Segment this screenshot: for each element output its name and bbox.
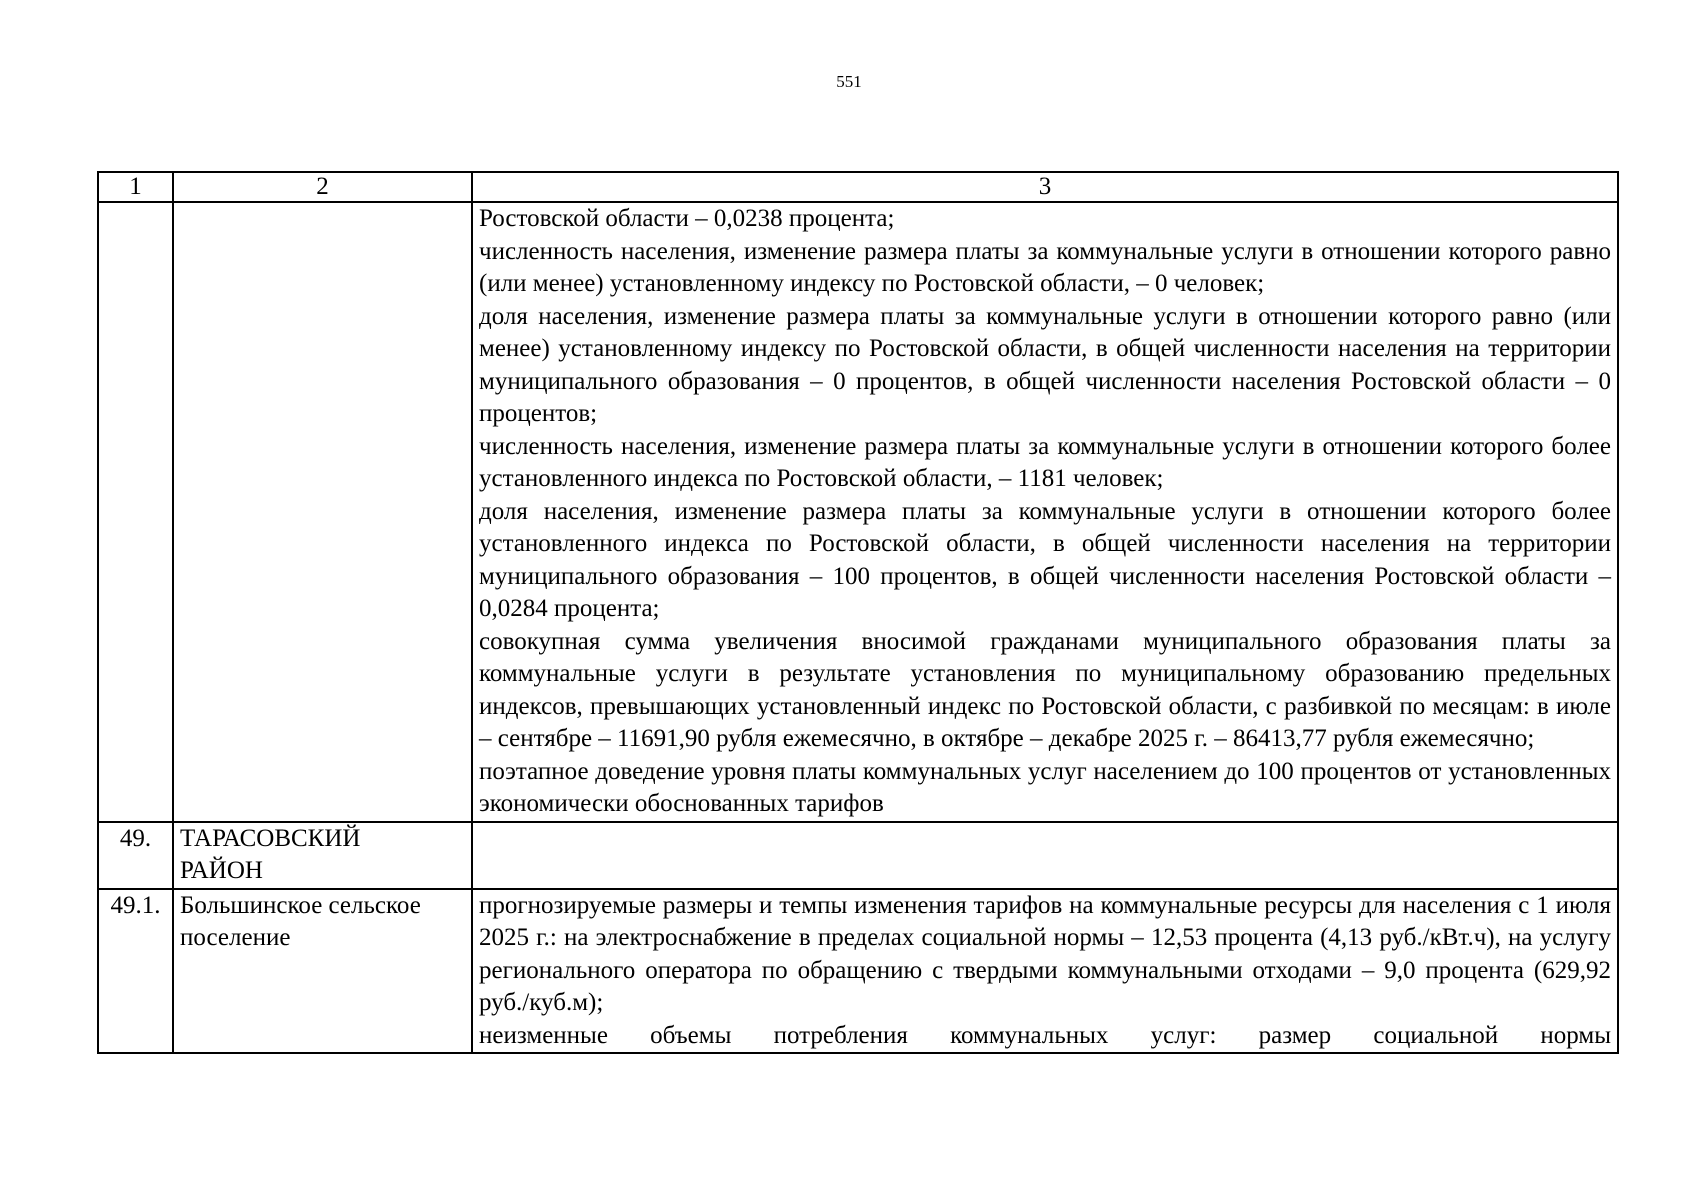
text-paragraph: неизменные объемы потребления коммунальных услуг: размер социальной нормы — [479, 1021, 1611, 1049]
row-name-cell — [173, 822, 472, 889]
row-number-cell: 49.1. — [98, 889, 173, 1054]
text-paragraph: численность населения, изменение размера платы за коммунальные услуги в отношении которого более установленного индекса по Ростовской области, – 1181 человек; — [479, 432, 1611, 492]
text-paragraph: численность населения, изменение размера платы за коммунальные услуги в отношении которого равно (или менее) установленному индексу по Ростовской области, – 0 человек; — [479, 237, 1611, 297]
table-row — [98, 889, 1618, 1054]
header-cell-1: 1 — [98, 172, 173, 202]
text-paragraph: доля населения, изменение размера платы за коммунальные услуги в отношении которого более установленного индекса по Ростовской области, в общей численности населения на территории муниципального образования – 100 процентов, в общей численности населения Ростовской области – 0,0284 процента; — [479, 497, 1611, 622]
table-row — [98, 202, 1618, 822]
text-paragraph: Ростовской области – 0,0238 процента; — [479, 205, 895, 232]
district-name-line: ТАРАСОВСКИЙ — [180, 824, 361, 852]
row-text-cell — [472, 202, 1618, 822]
page-number: 551 — [836, 72, 862, 91]
row-number-cell — [98, 202, 173, 822]
row-text-cell — [472, 822, 1618, 889]
row-text-cell — [472, 889, 1618, 1054]
text-paragraph: поэтапное доведение уровня платы коммунальных услуг населением до 100 процентов от установленных экономически обоснованных тарифов — [479, 757, 1611, 817]
row-name-cell: Большинское сельское поселение — [173, 889, 472, 1054]
row-number-cell: 49. — [98, 822, 173, 889]
header-cell-2: 2 — [173, 172, 472, 202]
text-paragraph: совокупная сумма увеличения вносимой гражданами муниципального образования платы за коммунальные услуги в результате установления по муниципальному образованию предельных индексов, превышающих установленный индекс по Ростовской области, с разбивкой по месяцам: в июле – сентябре – 11691,90 рубля ежемесячно, в октябре – декабре 2025 г. – 86413,77 рубля ежемесячно; — [479, 627, 1611, 752]
row-name-cell — [173, 202, 472, 822]
table-header-row — [98, 172, 1618, 202]
header-cell-3: 3 — [472, 172, 1618, 202]
tariff-table — [97, 171, 1619, 1054]
district-name-line: РАЙОН — [180, 857, 263, 884]
table-row — [98, 822, 1618, 889]
text-paragraph: доля населения, изменение размера платы за коммунальные услуги в отношении которого равно (или менее) установленному индексу по Ростовской области, в общей численности населения на территории муниципального образования – 0 процентов, в общей численности населения Ростовской области – 0 процентов; — [479, 302, 1611, 427]
text-paragraph: прогнозируемые размеры и темпы изменения тарифов на коммунальные ресурсы для населения с 1 июля 2025 г.: на электроснабжение в пределах социальной нормы – 12,53 процента (4,13 руб./кВт.ч), на услугу регионального оператора по обращению с твердыми коммунальными отходами – 9,0 процента (629,92 руб./куб.м); — [479, 891, 1611, 1016]
